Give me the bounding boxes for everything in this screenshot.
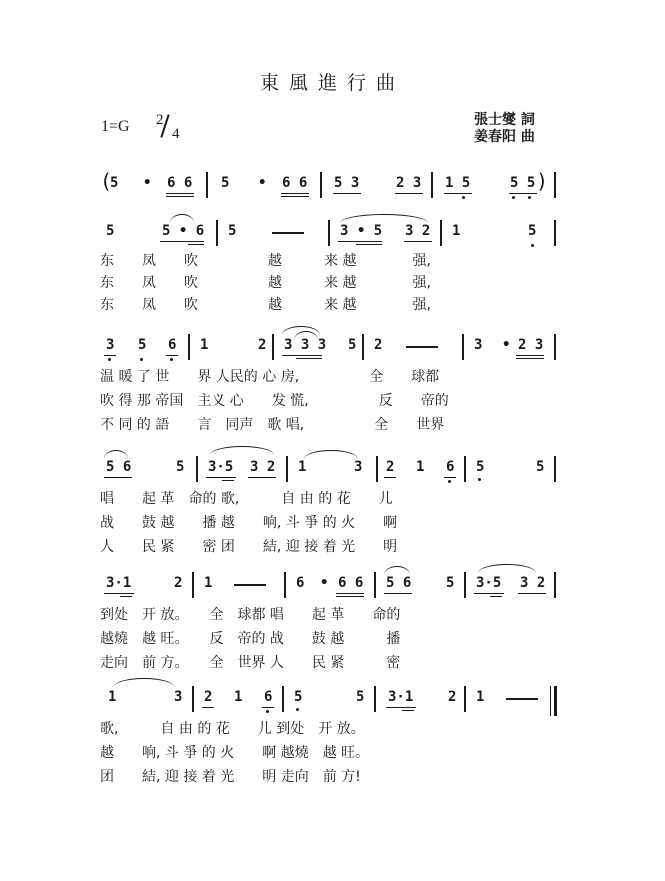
underline bbox=[166, 355, 178, 356]
underline bbox=[402, 710, 414, 711]
note: 1 bbox=[200, 337, 209, 353]
underline bbox=[104, 477, 132, 478]
system-5 bbox=[100, 686, 560, 716]
note: 2 3 bbox=[396, 175, 422, 191]
note: 5 bbox=[536, 459, 545, 475]
low-octave-dot bbox=[140, 358, 143, 361]
note: 2 bbox=[204, 689, 213, 705]
dot-note: • bbox=[258, 175, 267, 191]
note: 3·1 bbox=[388, 689, 414, 705]
note: 1 bbox=[452, 223, 461, 239]
underline bbox=[222, 480, 234, 481]
underline bbox=[474, 593, 504, 594]
note: 5 5 bbox=[510, 175, 536, 191]
note: 3 bbox=[474, 337, 483, 353]
note: 5 bbox=[294, 689, 303, 705]
song-title: 東風進行曲 bbox=[259, 72, 405, 94]
lyricist-line bbox=[474, 112, 535, 129]
underline bbox=[202, 707, 214, 708]
note: 3 bbox=[106, 337, 115, 353]
lyrics-verse-3: 团 結, 迎 接 着 光 明 走向 前 方! bbox=[100, 769, 361, 785]
underline bbox=[444, 193, 472, 194]
slur bbox=[478, 564, 536, 573]
note: 6 bbox=[264, 689, 273, 705]
barline bbox=[192, 686, 194, 712]
lyrics-verse-3: 不 同 的 語 言 同声 歌 唱, 全 世界 bbox=[100, 417, 445, 433]
low-octave-dot bbox=[266, 710, 269, 713]
barline bbox=[284, 572, 286, 598]
slur bbox=[304, 450, 358, 459]
underline bbox=[248, 477, 276, 478]
underline bbox=[296, 358, 322, 359]
underline bbox=[282, 355, 322, 356]
barline bbox=[282, 686, 284, 712]
low-octave-dot bbox=[478, 478, 481, 481]
note: 3 bbox=[354, 459, 363, 475]
underline bbox=[518, 593, 546, 594]
underline bbox=[395, 193, 423, 194]
note: 1 bbox=[204, 575, 213, 591]
note: 1 bbox=[234, 689, 243, 705]
underline bbox=[281, 193, 309, 194]
low-octave-dot bbox=[448, 480, 451, 483]
lyrics-verse-3: 走向 前 方。 全 世界 人 民 紧 密 bbox=[100, 655, 401, 671]
underline bbox=[356, 244, 382, 245]
dot-note: • bbox=[502, 337, 511, 353]
note: 3·5 bbox=[476, 575, 502, 591]
note: 5 3 bbox=[334, 175, 360, 191]
barline bbox=[554, 334, 556, 360]
underline bbox=[166, 196, 194, 197]
note: 1 bbox=[108, 689, 117, 705]
note: 2 bbox=[174, 575, 183, 591]
lyrics-verse-2: 东 凤 吹 越 来 越 强, bbox=[100, 275, 431, 291]
system-1 bbox=[100, 220, 560, 250]
note: 6 bbox=[446, 459, 455, 475]
underline bbox=[509, 193, 537, 194]
note: 2 bbox=[258, 337, 267, 353]
paren-close: ) bbox=[536, 169, 549, 193]
key-signature: 1=G bbox=[101, 118, 130, 135]
low-octave-dot bbox=[528, 196, 531, 199]
barline bbox=[206, 172, 208, 198]
note: 5 bbox=[356, 689, 365, 705]
lyrics-verse-2: 越燒 越 旺。 反 帝的 战 鼓 越 播 bbox=[100, 631, 401, 647]
system-2 bbox=[100, 334, 560, 364]
barline bbox=[196, 456, 198, 482]
slur bbox=[340, 214, 428, 223]
underline bbox=[336, 596, 364, 597]
note: 3 bbox=[174, 689, 183, 705]
note: 6 bbox=[296, 575, 305, 591]
underline bbox=[404, 241, 432, 242]
underline bbox=[336, 593, 364, 594]
note: 5 bbox=[228, 223, 237, 239]
paren-open: ( bbox=[100, 169, 113, 193]
note: 5 6 bbox=[386, 575, 412, 591]
underline bbox=[262, 707, 274, 708]
barline bbox=[328, 220, 330, 246]
time-bottom: 4 bbox=[172, 126, 180, 142]
system-intro bbox=[100, 169, 560, 202]
note: 5 6 bbox=[106, 459, 132, 475]
barline bbox=[374, 572, 376, 598]
barline bbox=[272, 334, 274, 360]
lyrics-verse-1: 到处 开 放。 全 球都 唱 起 革 命的 bbox=[100, 607, 401, 623]
note: 6 6 bbox=[338, 575, 364, 591]
extension-dash bbox=[272, 232, 304, 234]
low-octave-dot bbox=[512, 196, 515, 199]
extension-dash bbox=[234, 584, 266, 586]
note: 3·1 bbox=[106, 575, 132, 591]
lyrics-verse-1: 歌, 自 由 的 花 儿 到处 开 放。 bbox=[100, 721, 365, 737]
note: 3 3 3 bbox=[284, 337, 327, 353]
note: 1 5 bbox=[445, 175, 471, 191]
slur bbox=[210, 446, 274, 455]
lyrics-verse-1: 唱 起 革 命的 歌, 自 由 的 花 儿 bbox=[100, 491, 393, 507]
barline bbox=[440, 220, 442, 246]
barline bbox=[188, 334, 190, 360]
lyrics-verse-2: 越 响, 斗 爭 的 火 啊 越燒 越 旺。 bbox=[100, 745, 370, 761]
underline bbox=[281, 196, 309, 197]
underline bbox=[338, 241, 382, 242]
barline bbox=[286, 456, 288, 482]
note: 6 6 bbox=[282, 175, 308, 191]
barline bbox=[464, 686, 466, 712]
lyricist: 張士燮 bbox=[474, 112, 516, 128]
slur bbox=[104, 450, 128, 459]
barline bbox=[374, 686, 376, 712]
dot-note: • bbox=[320, 575, 329, 591]
lyrics-verse-2: 吹 得 那 帝国 主义 心 发 慌, 反 帝的 bbox=[100, 393, 449, 409]
note: 2 bbox=[386, 459, 395, 475]
barline bbox=[554, 172, 556, 198]
underline bbox=[386, 707, 416, 708]
final-barline bbox=[550, 686, 557, 716]
note: 6 6 bbox=[167, 175, 193, 191]
barline bbox=[462, 334, 464, 360]
underline bbox=[120, 596, 132, 597]
note: 3 2 bbox=[520, 575, 546, 591]
underline bbox=[166, 193, 194, 194]
lyrics-verse-1: 东 凤 吹 越 来 越 强, bbox=[100, 253, 431, 269]
note: 5 bbox=[446, 575, 455, 591]
underline bbox=[384, 593, 412, 594]
underline bbox=[188, 244, 204, 245]
low-octave-dot bbox=[462, 196, 465, 199]
barline bbox=[431, 172, 433, 198]
underline bbox=[206, 477, 236, 478]
lyrics-verse-1: 温 暖 了 世 界 人民的 心 房, 全 球都 bbox=[100, 369, 440, 385]
note: 5 bbox=[476, 459, 485, 475]
note: 5 bbox=[221, 175, 230, 191]
note: 6 bbox=[168, 337, 177, 353]
composer: 姜春阳 bbox=[474, 129, 516, 145]
note: 2 bbox=[448, 689, 457, 705]
note: 3 2 bbox=[250, 459, 276, 475]
low-octave-dot bbox=[296, 708, 299, 711]
note: 5 • 6 bbox=[162, 223, 205, 239]
extension-dash bbox=[506, 698, 538, 700]
barline bbox=[376, 456, 378, 482]
composer-role: 曲 bbox=[520, 129, 535, 145]
underline bbox=[104, 355, 116, 356]
dot-note: • bbox=[143, 175, 152, 191]
composer-line bbox=[474, 129, 535, 146]
note: 5 bbox=[348, 337, 357, 353]
time-top: 2 bbox=[156, 112, 164, 128]
underline bbox=[516, 358, 544, 359]
note: 5 bbox=[106, 223, 115, 239]
extension-dash bbox=[406, 346, 438, 348]
note: 5 bbox=[176, 459, 185, 475]
underline bbox=[444, 477, 456, 478]
barline bbox=[464, 456, 466, 482]
underline bbox=[384, 477, 396, 478]
slur bbox=[384, 566, 410, 575]
note: 1 bbox=[416, 459, 425, 475]
underline bbox=[490, 596, 502, 597]
low-octave-dot bbox=[108, 358, 111, 361]
barline bbox=[554, 572, 556, 598]
credits bbox=[474, 112, 535, 146]
system-4 bbox=[100, 572, 560, 602]
note: 2 3 bbox=[518, 337, 544, 353]
system-3 bbox=[100, 456, 560, 486]
slur bbox=[170, 214, 194, 223]
barline bbox=[216, 220, 218, 246]
barline bbox=[554, 456, 556, 482]
slur bbox=[114, 678, 174, 687]
note: 5 bbox=[528, 223, 537, 239]
barline bbox=[362, 334, 364, 360]
low-octave-dot bbox=[170, 358, 173, 361]
note: 3 • 5 bbox=[340, 223, 383, 239]
underline bbox=[104, 593, 134, 594]
note: 5 bbox=[110, 175, 119, 191]
note: 3·5 bbox=[208, 459, 234, 475]
lyrics-verse-3: 东 凤 吹 越 来 越 强, bbox=[100, 297, 431, 313]
low-octave-dot bbox=[531, 244, 534, 247]
lyrics-verse-3: 人 民 紧 密 团 結, 迎 接 着 光 明 bbox=[100, 539, 398, 555]
barline bbox=[464, 572, 466, 598]
lyricist-role: 詞 bbox=[520, 112, 535, 128]
underline bbox=[516, 355, 544, 356]
note: 3 2 bbox=[405, 223, 431, 239]
barline bbox=[320, 172, 322, 198]
underline bbox=[333, 193, 361, 194]
note: 1 bbox=[476, 689, 485, 705]
underline bbox=[160, 241, 204, 242]
note: 1 bbox=[298, 459, 307, 475]
note: 5 bbox=[138, 337, 147, 353]
note: 2 bbox=[374, 337, 383, 353]
lyrics-verse-2: 战 鼓 越 播 越 响, 斗 爭 的 火 啊 bbox=[100, 515, 398, 531]
barline bbox=[554, 220, 556, 246]
barline bbox=[192, 572, 194, 598]
